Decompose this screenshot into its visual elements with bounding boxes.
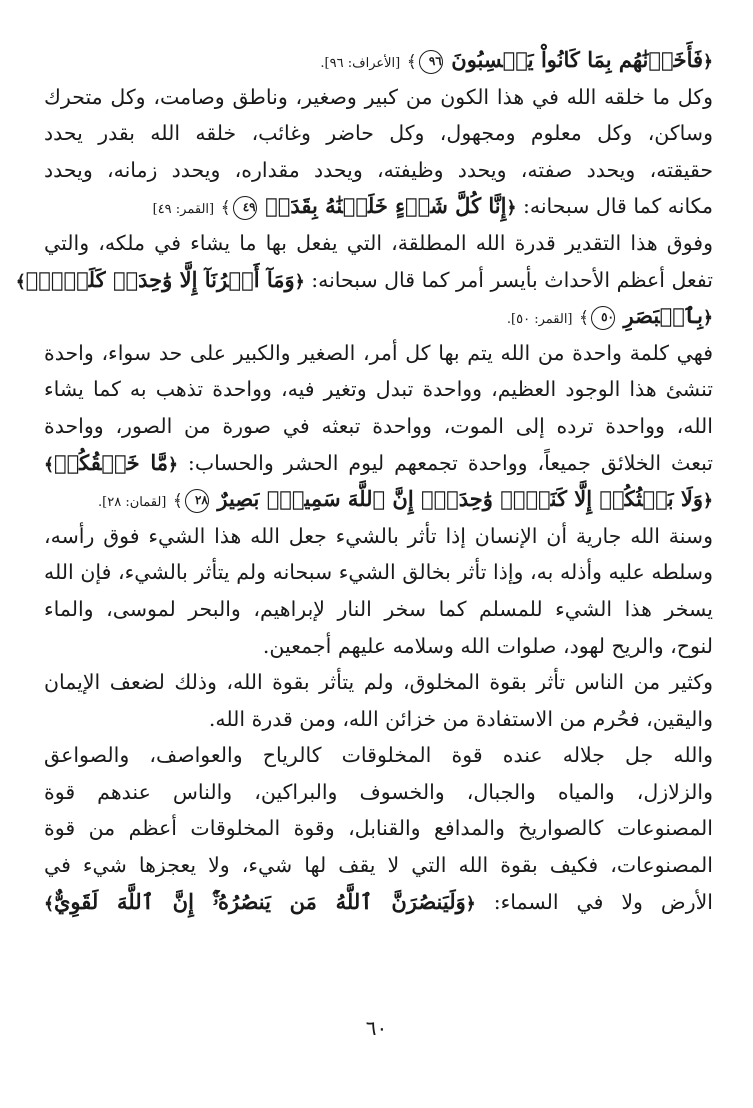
verse-open-ornament: ﴿ — [506, 198, 517, 219]
text-line — [44, 774, 713, 811]
verse-number-badge: ٤٩ — [233, 196, 257, 220]
verse-number-badge: ٢٨ — [185, 489, 209, 513]
text-line — [44, 225, 713, 262]
paragraph-text: الله، وواحدة ترده إلى الموت، وواحدة تبعثه في صورة من الصور، وواحدة — [44, 413, 713, 438]
verse-text: مَّا خَلۡقُكُمۡ — [53, 449, 168, 475]
text-line — [44, 628, 713, 665]
quran-verse — [624, 303, 713, 328]
verse-open-ornament: ﴿ — [465, 893, 476, 914]
quran-verse — [16, 267, 305, 292]
verse-close-ornament: ﴾ — [44, 454, 54, 475]
paragraph-text: تفعل أعظم الأحداث بأيسر أمر كما قال سبحانه: — [311, 267, 713, 292]
paragraph-text: واليقين، فحُرم من الاستفادة من خزائن الله، ومن قدرة الله. — [208, 706, 713, 731]
verse-text: وَلَا بَعۡثُكُمۡ إِلَّا كَنَفۡسٖ وَٰحِدَةٍۚ إِنَّ ٱللَّهَ سَمِيعُۢ بَصِيرٌ — [217, 486, 704, 512]
text-line — [15, 262, 713, 299]
quran-verse — [265, 193, 516, 218]
verse-text: إِنَّا كُلَّ شَيۡءٍ خَلَقۡنَٰهُ بِقَدَرٖ — [265, 193, 507, 219]
verse-close-ornament: ﴾ — [44, 893, 54, 914]
text-line — [44, 591, 713, 628]
verse-text: فَأَخَذۡنَٰهُم بِمَا كَانُواْ يَكۡسِبُونَ — [451, 47, 704, 72]
text-line — [44, 115, 713, 152]
text-line — [44, 518, 713, 555]
text-line — [44, 79, 713, 116]
paragraph-text: مكانه كما قال سبحانه: — [522, 194, 713, 219]
verse-open-ornament: ﴿ — [167, 454, 178, 475]
verse-close-ornament: ﴾ — [406, 52, 417, 72]
text-line — [44, 371, 713, 408]
surah-citation: [لقمان: ٢٨]. — [98, 495, 167, 511]
verse-open-ornament: ﴿ — [703, 52, 713, 72]
quran-verse — [44, 450, 178, 475]
verse-open-ornament: ﴿ — [294, 271, 305, 292]
verse-text: وَمَآ أَمۡرُنَآ إِلَّا وَٰحِدَةٞ كَلَمۡحِۭ — [25, 266, 295, 292]
verse-number-badge: ٥٠ — [591, 306, 615, 330]
verse-close-ornament: ﴾ — [579, 308, 589, 329]
verse-number-badge: ٩٦ — [419, 50, 443, 74]
paragraph-text: تبعث الخلائق جميعاً، وواحدة تجمعهم ليوم الحشر والحساب: — [187, 450, 713, 475]
page-number: ٦٠ — [365, 1016, 388, 1040]
text-line — [44, 481, 713, 518]
text-line — [44, 335, 713, 372]
surah-citation: [القمر: ٤٩] — [152, 202, 215, 218]
text-line — [44, 847, 713, 884]
quran-verse — [217, 486, 713, 511]
text-line — [44, 737, 713, 774]
text-line — [44, 445, 713, 482]
paragraph-text: وكثير من الناس تأثر بقوة المخلوق، ولم يتأثر بقوة الله، وذلك لضعف الإيمان — [44, 670, 713, 695]
paragraph-text: فهي كلمة واحدة من الله يتم بها كل أمر، الصغير والكبير على حد سواء، واحدة — [44, 340, 713, 365]
paragraph-text: حقيقته، ويحدد صفته، ويحدد وظيفته، ويحدد مقداره، ويحدد زمانه، ويحدد — [44, 157, 713, 182]
quran-verse — [44, 889, 476, 914]
verse-open-ornament: ﴿ — [703, 308, 713, 329]
paragraph-text: الأرض ولا في السماء: — [493, 889, 713, 914]
surah-citation: [القمر: ٥٠]. — [506, 312, 573, 328]
paragraph-text: والزلازل، والمياه والجبال، والخسوف والبراكين، والناس عندهم قوة — [44, 779, 713, 804]
paragraph-text: المصنوعات كالصواريخ والمدافع والقنابل، وقوة المخلوقات أعظم من قوة — [44, 816, 713, 841]
text-line — [44, 664, 713, 701]
page-body — [15, 42, 713, 920]
text-line — [44, 884, 713, 921]
text-line — [44, 188, 713, 225]
text-line — [44, 298, 713, 335]
paragraph-text: يسخر هذا الشيء للمسلم كما سخر النار لإبراهيم، والبحر لموسى، والماء — [44, 596, 713, 621]
verse-text: بِٱلۡبَصَرِ — [623, 303, 704, 329]
text-line — [44, 42, 713, 79]
text-line — [44, 408, 713, 445]
paragraph-text: وفوق هذا التقدير قدرة الله المطلقة، التي يفعل بها ما يشاء في ملكه، والتي — [44, 230, 713, 255]
verse-close-ornament: ﴾ — [220, 198, 231, 219]
verse-text: وَلَيَنصُرَنَّ ٱللَّهُ مَن يَنصُرُهُۥٓۚ إِنَّ ٱللَّهَ لَقَوِيٌّ — [53, 888, 466, 914]
verse-close-ornament: ﴾ — [172, 491, 183, 512]
paragraph-text: وساكن، وكل معلوم ومجهول، وكل حاضر وغائب، خلقه الله بقدر يحدد — [44, 121, 713, 146]
text-line — [44, 701, 713, 738]
verse-open-ornament: ﴿ — [703, 491, 713, 512]
surah-citation: [الأعراف: ٩٦]. — [320, 56, 401, 71]
text-line — [44, 810, 713, 847]
text-line — [44, 152, 713, 189]
quran-verse — [451, 47, 713, 72]
paragraph-text: المصنوعات، فكيف بقوة الله التي لا يقف لها شيء، ولا يعجزها شيء في — [44, 853, 713, 878]
paragraph-text: وكل ما خلقه الله في هذا الكون من كبير وصغير، وناطق وصامت، وكل متحرك — [44, 84, 713, 109]
paragraph-text: لنوح، والريح لهود، صلوات الله وسلامه عليهم أجمعين. — [262, 633, 713, 658]
text-line — [44, 554, 713, 591]
paragraph-text: وسلطه عليه وأذله به، وإذا تأثر بخالق الشيء سبحانه ولم يتأثر بالشيء، فإن الله — [44, 560, 713, 585]
paragraph-text: والله جل جلاله عنده قوة المخلوقات كالرياح والعواصف، والصواعق — [44, 743, 713, 768]
paragraph-text: وسنة الله جارية أن الإنسان إذا تأثر بالشيء جعل الله هذا الشيء فوق رأسه، — [44, 523, 713, 548]
verse-close-ornament: ﴾ — [15, 271, 26, 292]
paragraph-text: تنشئ هذا الوجود العظيم، وواحدة تبدل وتغير فيه، وواحدة تذهب به كما يشاء — [44, 377, 713, 402]
